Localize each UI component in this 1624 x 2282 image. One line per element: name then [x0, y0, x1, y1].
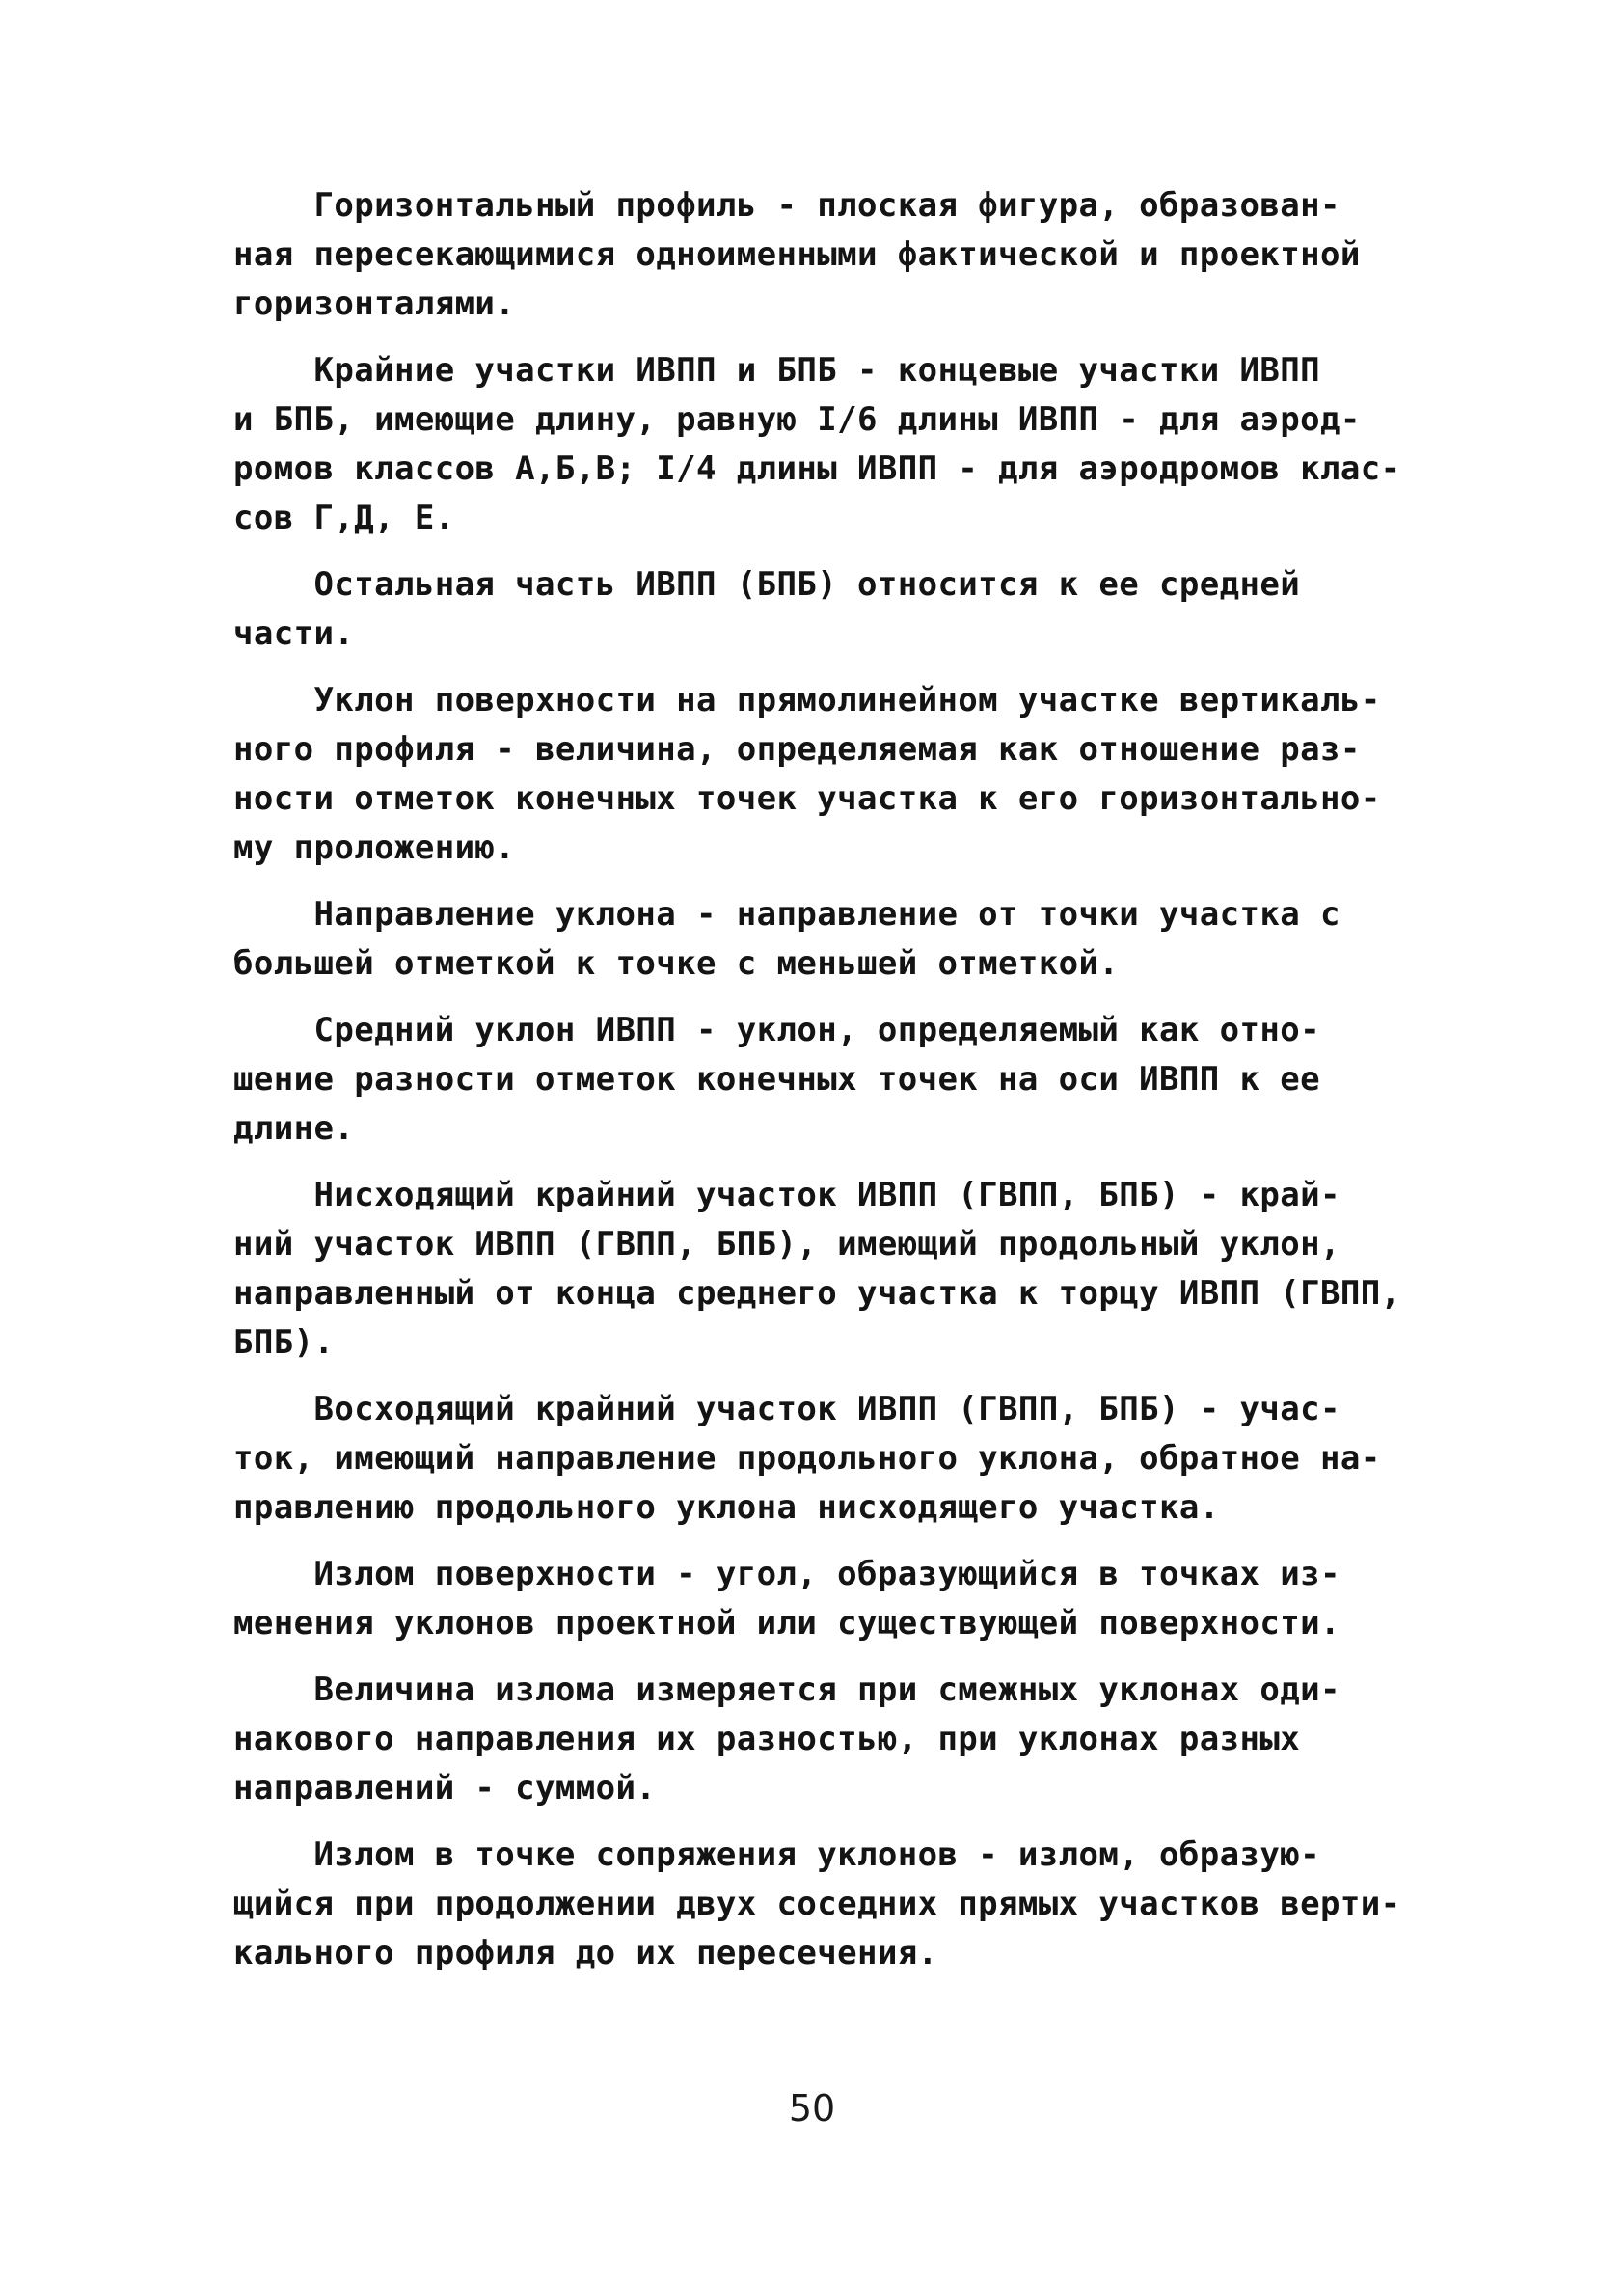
text-line: Нисходящий крайний участок ИВПП (ГВПП, БПБ) - край- — [233, 1176, 1340, 1214]
text-line: Средний уклон ИВПП - уклон, определяемый как отно- — [233, 1011, 1320, 1049]
paragraph-descending-section — [233, 1171, 1410, 1368]
text-line: большей отметкой к точке с меньшей отметкой. — [233, 944, 1120, 983]
text-line: части. — [233, 614, 355, 653]
text-line: Величина излома измеряется при смежных уклонах оди- — [233, 1671, 1340, 1709]
paragraph-slope-direction — [233, 890, 1410, 989]
text-line: горизонталями. — [233, 285, 516, 323]
text-line: шение разности отметок конечных точек на оси ИВПП к ее — [233, 1060, 1320, 1099]
page-number: 50 — [788, 2087, 836, 2130]
text-line: ромов классов А,Б,В; I/4 длины ИВПП - для аэродромов клас- — [233, 449, 1401, 488]
paragraph-horizontal-profile — [233, 181, 1410, 329]
text-line: правлению продольного уклона нисходящего участка. — [233, 1488, 1220, 1527]
text-line: щийся при продолжении двух соседних прямых участков верти- — [233, 1885, 1401, 1923]
paragraph-end-sections — [233, 346, 1410, 543]
text-line: Горизонтальный профиль - плоская фигура, образован- — [233, 186, 1340, 225]
paragraph-ascending-section — [233, 1385, 1410, 1533]
text-line: ний участок ИВПП (ГВПП, БПБ), имеющий продольный уклон, — [233, 1225, 1340, 1263]
text-line: Излом в точке сопряжения уклонов - излом, образую- — [233, 1835, 1320, 1874]
text-line: менения уклонов проектной или существующей поверхности. — [233, 1604, 1340, 1643]
text-line: Направление уклона - направление от точки участка с — [233, 895, 1340, 934]
text-line: Восходящий крайний участок ИВПП (ГВПП, БПБ) - учас- — [233, 1390, 1340, 1428]
text-line: Уклон поверхности на прямолинейном участке вертикаль- — [233, 681, 1381, 720]
text-line: му проложению. — [233, 829, 516, 867]
text-line: направленный от конца среднего участка к торцу ИВПП (ГВПП, — [233, 1274, 1401, 1313]
text-line: Крайние участки ИВПП и БПБ - концевые участки ИВПП — [233, 351, 1320, 390]
text-line: ток, имеющий направление продольного уклона, обратное на- — [233, 1439, 1381, 1478]
text-line: длине. — [233, 1109, 355, 1148]
text-line: Излом поверхности - угол, образующийся в точках из- — [233, 1555, 1340, 1593]
text-line: и БПБ, имеющие длину, равную I/6 длины ИВПП - для аэрод- — [233, 400, 1361, 439]
text-line: накового направления их разностью, при уклонах разных — [233, 1720, 1301, 1758]
paragraph-surface-slope — [233, 676, 1410, 873]
text-line: сов Г,Д, Е. — [233, 499, 455, 537]
text-line: кального профиля до их пересечения. — [233, 1934, 938, 1972]
text-line: ного профиля - величина, определяемая как отношение раз- — [233, 730, 1361, 769]
text-line: Остальная часть ИВПП (БПБ) относится к ее средней — [233, 565, 1301, 604]
text-line: ная пересекающимися одноименными фактической и проектной — [233, 235, 1361, 274]
paragraph-middle-part — [233, 560, 1410, 659]
text-line: БПБ). — [233, 1323, 335, 1362]
text-line: ности отметок конечных точек участка к его горизонтально- — [233, 779, 1381, 818]
paragraph-surface-break — [233, 1550, 1410, 1648]
paragraph-break-at-junction — [233, 1831, 1410, 1978]
paragraph-break-magnitude — [233, 1666, 1410, 1813]
body-text — [233, 181, 1410, 1996]
text-line: направлений - суммой. — [233, 1769, 657, 1807]
paragraph-average-slope — [233, 1006, 1410, 1154]
